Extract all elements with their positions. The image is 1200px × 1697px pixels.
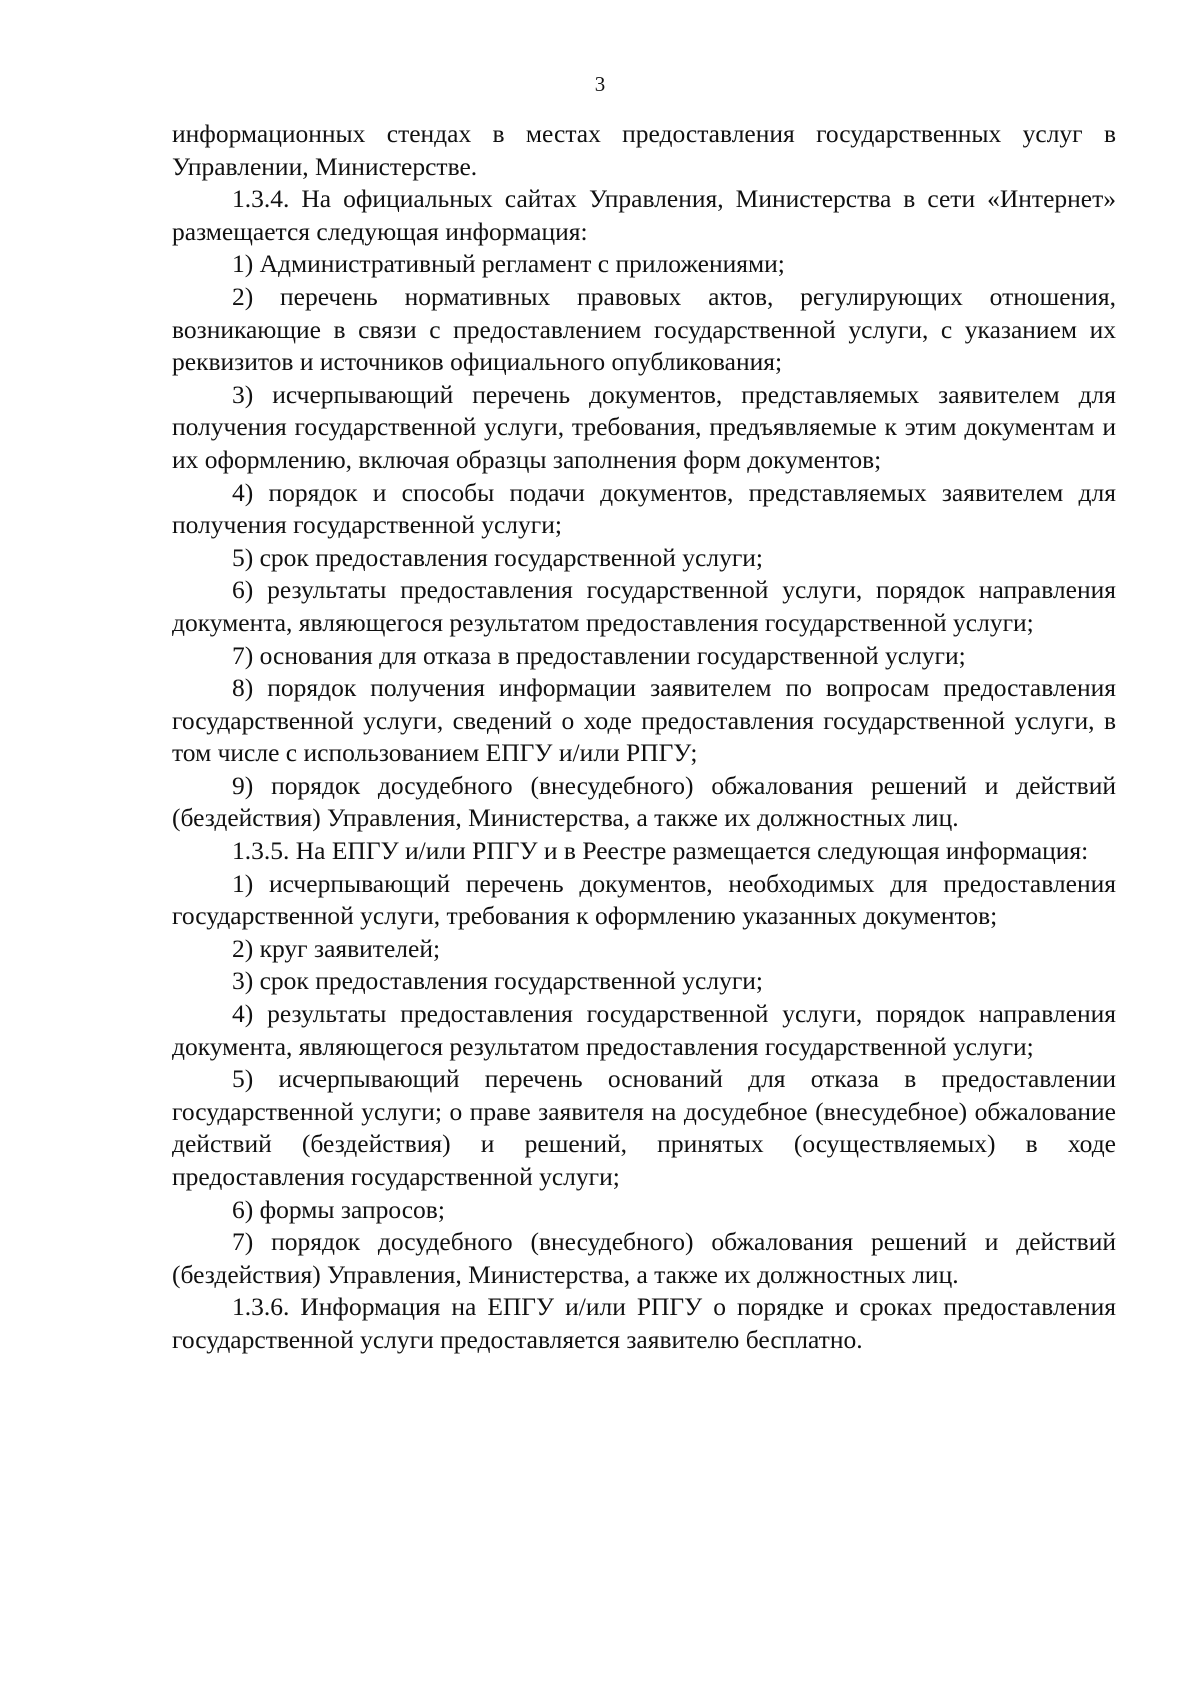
list-item: 7) порядок досудебного (внесудебного) обжалования решений и действий (бездействия) Управления, Министерства, а также их должностных лиц. <box>172 1227 1116 1289</box>
list-item: 1) исчерпывающий перечень документов, необходимых для предоставления государственной услуги, требования к оформлению указанных документов; <box>172 868 1116 931</box>
list-item: 5) исчерпывающий перечень оснований для отказа в предоставлении государственной услуги; о праве заявителя на досудебное (внесудебное) обжалование действий (бездействия) и решений, принятых (осуществляемых) в ходе предоставления государственной услуги; <box>172 1064 1116 1191</box>
list-item: 3) срок предоставления государственной услуги; <box>232 966 764 996</box>
list-item: 2) перечень нормативных правовых актов, регулирующих отношения, возникающие в связи с предоставлением государственной услуги, с указанием их реквизитов и источников официального опубликования; <box>172 281 1116 377</box>
document-body <box>172 118 1116 1357</box>
list-item: 4) результаты предоставления государственной услуги, порядок направления документа, являющегося результатом предоставления государственной услуги; <box>172 999 1116 1061</box>
list-item: 9) порядок досудебного (внесудебного) обжалования решений и действий (бездействия) Управления, Министерства, а также их должностных лиц. <box>172 770 1116 833</box>
section-1-3-4-heading: 1.3.4. На официальных сайтах Управления, Министерства в сети «Интернет» размещается следующая информация: <box>172 184 1116 246</box>
list-item: 6) формы запросов; <box>232 1194 445 1224</box>
list-item: 5) срок предоставления государственной услуги; <box>232 542 764 572</box>
section-1-3-6-paragraph: 1.3.6. Информация на ЕПГУ и/или РПГУ о порядке и сроках предоставления государственной услуги предоставляется заявителю бесплатно. <box>172 1292 1116 1354</box>
list-item: 1) Административный регламент с приложениями; <box>232 249 785 279</box>
list-item: 8) порядок получения информации заявителем по вопросам предоставления государственной услуги, сведений о ходе предоставления государственной услуги, в том числе с использованием ЕПГУ и/или РПГУ; <box>172 673 1116 768</box>
list-item: 6) результаты предоставления государственной услуги, порядок направления документа, являющегося результатом предоставления государственной услуги; <box>172 575 1116 637</box>
paragraph: информационных стендах в местах предоставления государственных услуг в Управлении, Министерстве. <box>172 119 1116 181</box>
list-item: 2) круг заявителей; <box>232 933 441 963</box>
list-item: 3) исчерпывающий перечень документов, представляемых заявителем для получения государственной услуги, требования, предъявляемые к этим документам и их оформлению, включая образцы заполнения форм документов; <box>172 379 1116 474</box>
list-item: 4) порядок и способы подачи документов, представляемых заявителем для получения государственной услуги; <box>172 477 1116 540</box>
page-number: 3 <box>594 72 606 96</box>
section-1-3-5-heading: 1.3.5. На ЕПГУ и/или РПГУ и в Реестре размещается следующая информация: <box>232 836 1089 866</box>
list-item: 7) основания для отказа в предоставлении государственной услуги; <box>232 640 966 670</box>
